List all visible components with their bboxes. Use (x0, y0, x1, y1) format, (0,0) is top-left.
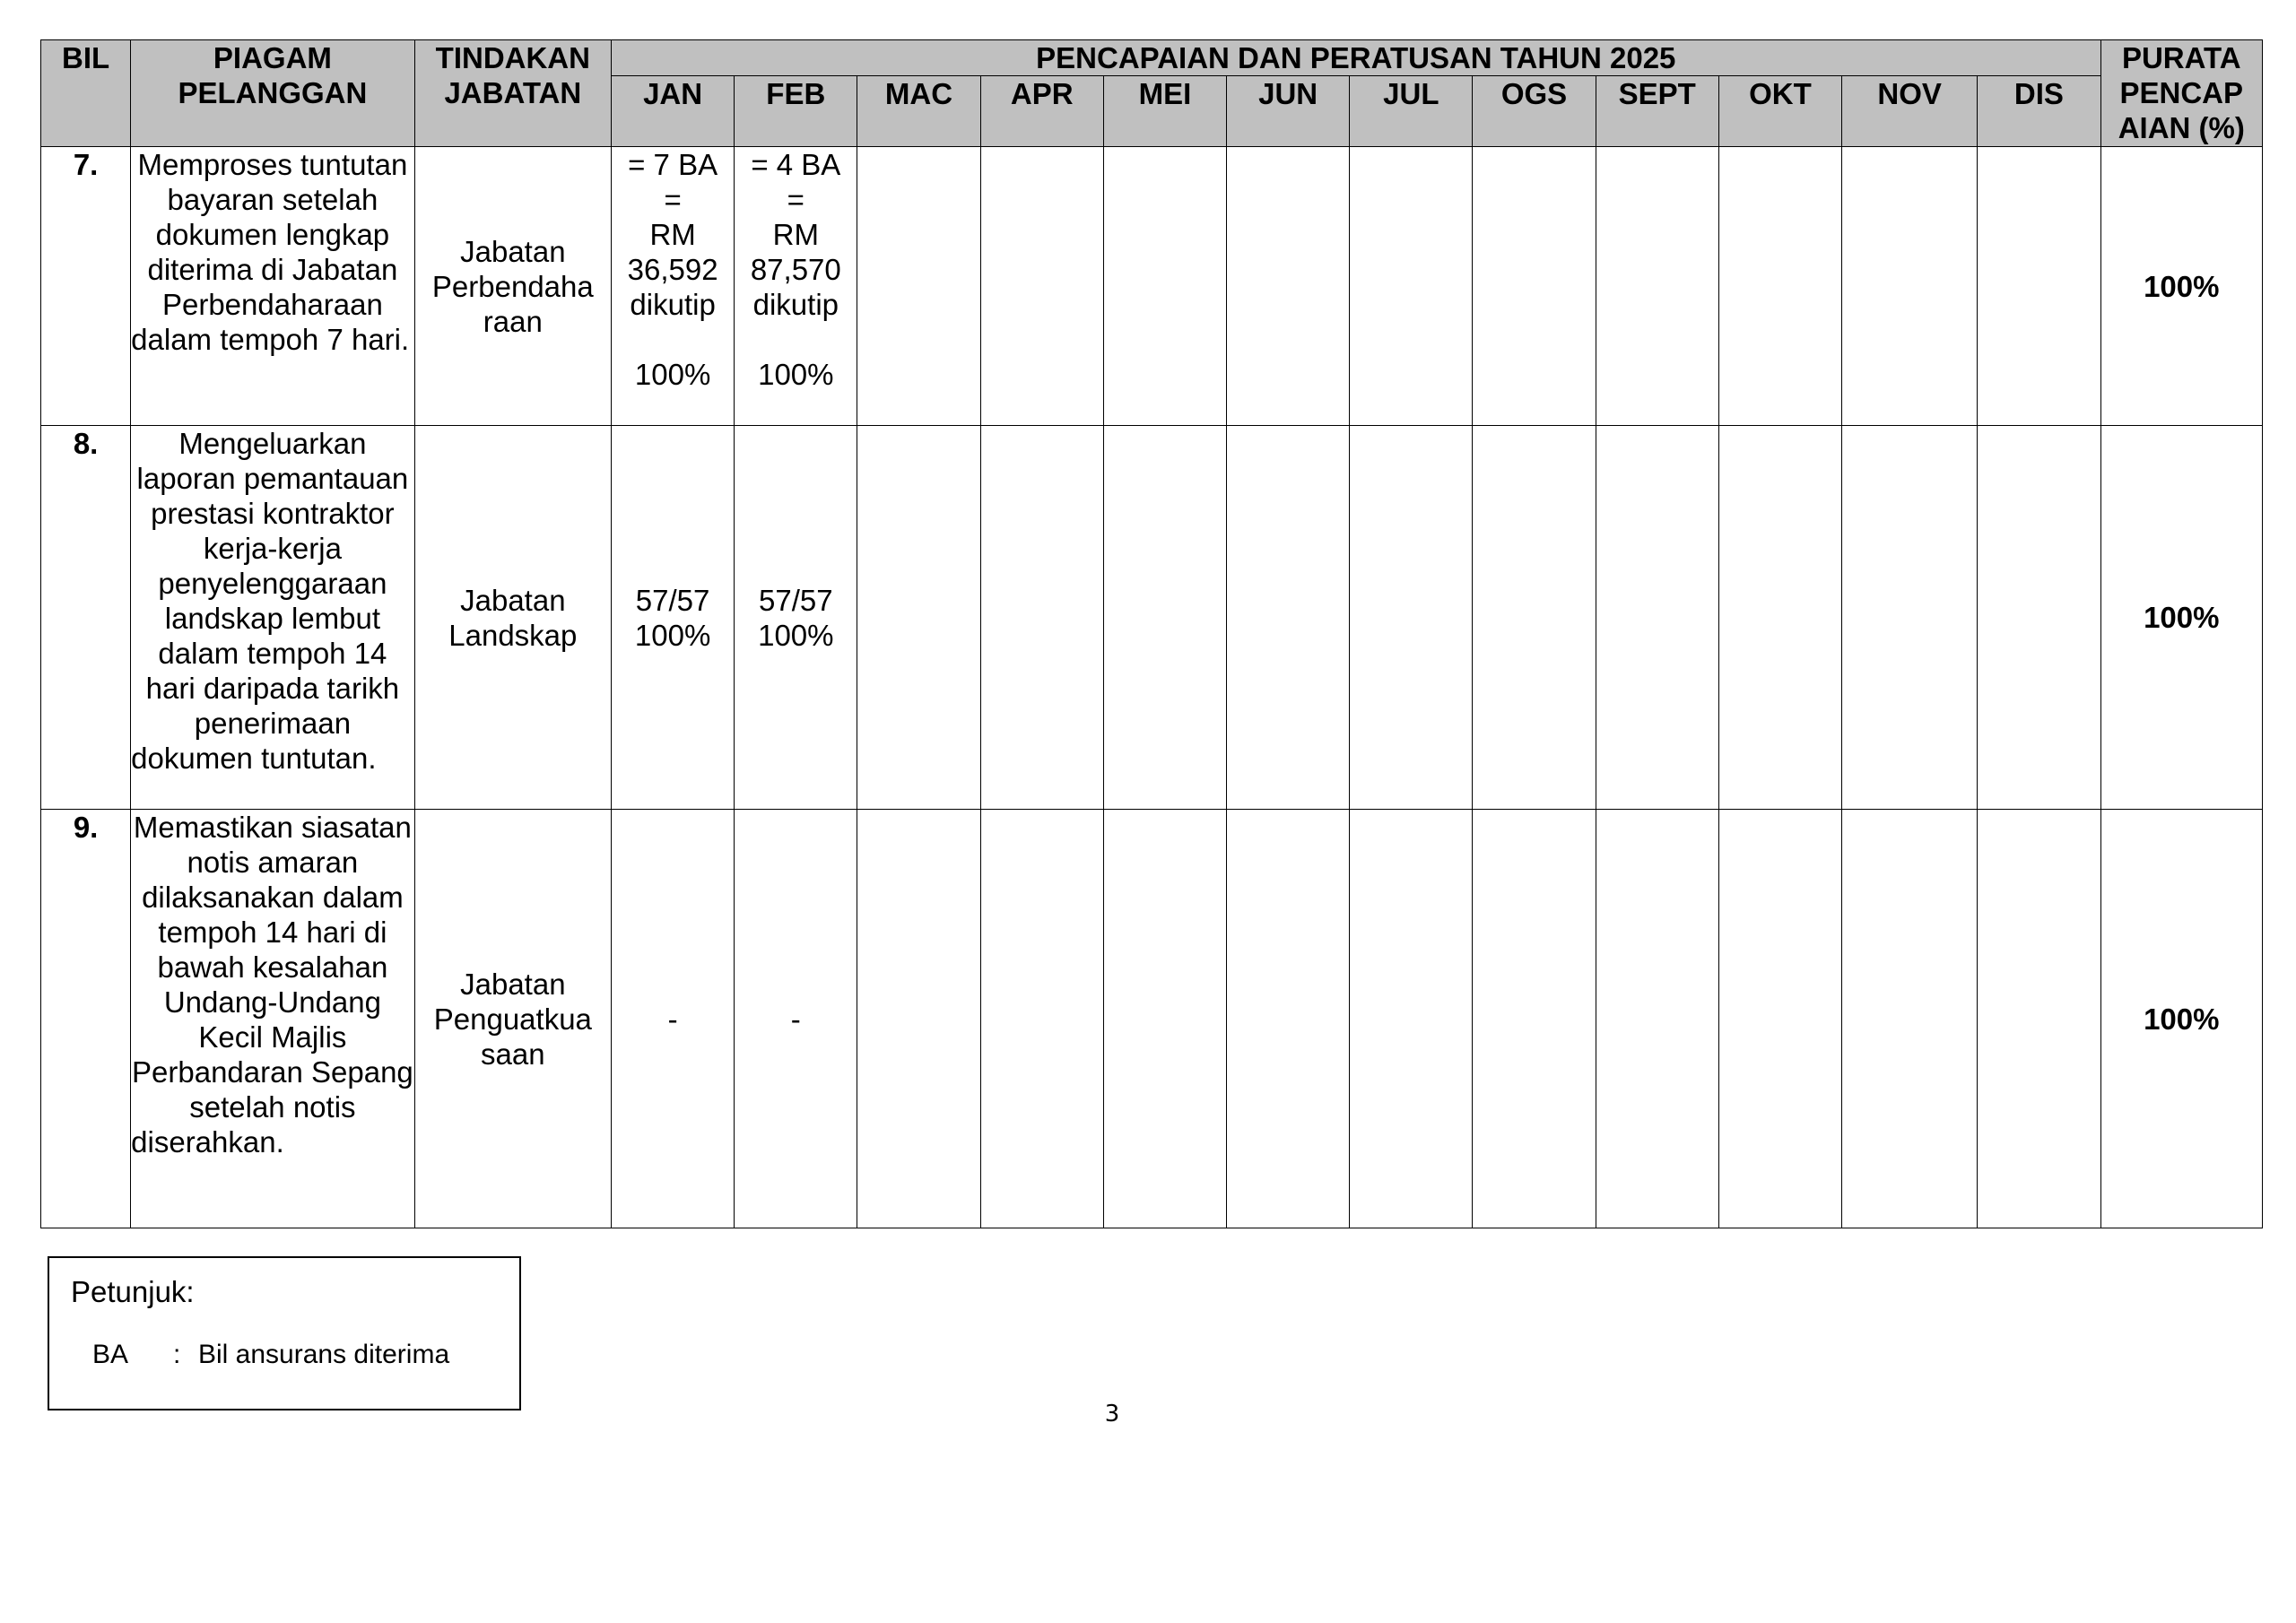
row-jabatan: Jabatan Perbendaha raan (414, 147, 611, 426)
header-month-ogs: OGS (1473, 76, 1596, 147)
row-jabatan: Jabatan Penguatkua saan (414, 810, 611, 1228)
customer-charter-table (40, 39, 2263, 1228)
row-jan-value: - (612, 810, 735, 1228)
header-purata: PURATA PENCAP AIAN (%) (2100, 40, 2262, 147)
row-dis-value (1978, 810, 2100, 1228)
row-jan-value: = 7 BA = RM 36,592 dikutip 100% (612, 147, 735, 426)
legend-box (48, 1256, 521, 1410)
row-dis-value (1978, 147, 2100, 426)
row-feb-value: - (735, 810, 857, 1228)
row-bil: 8. (41, 426, 131, 810)
row-dis-value (1978, 426, 2100, 810)
header-month-mei: MEI (1103, 76, 1226, 147)
header-month-mac: MAC (857, 76, 980, 147)
header-month-feb: FEB (735, 76, 857, 147)
table-row (41, 147, 2263, 426)
row-okt-value (1718, 810, 1841, 1228)
row-mei-value (1103, 426, 1226, 810)
row-jabatan: Jabatan Landskap (414, 426, 611, 810)
row-jun-value (1227, 147, 1350, 426)
header-tindakan: TINDAKAN JABATAN (414, 40, 611, 147)
legend-definition: Bil ansurans diterima (198, 1340, 450, 1369)
row-nov-value (1842, 147, 1978, 426)
row-feb-value: 57/57 100% (735, 426, 857, 810)
row-sept-value (1596, 426, 1718, 810)
row-apr-value (980, 147, 1103, 426)
row-nov-value (1842, 810, 1978, 1228)
row-piagam: Memproses tuntutan bayaran setelah dokumen lengkap diterima di Jabatan Perbendaharaan dalam tempoh 7 hari. (131, 147, 415, 426)
header-month-jan: JAN (612, 76, 735, 147)
row-purata: 100% (2100, 426, 2262, 810)
row-okt-value (1718, 426, 1841, 810)
row-ogs-value (1473, 426, 1596, 810)
row-sept-value (1596, 147, 1718, 426)
table-row (41, 810, 2263, 1228)
table-row (41, 426, 2263, 810)
row-mac-value (857, 147, 980, 426)
legend-separator: : (173, 1340, 181, 1369)
row-nov-value (1842, 426, 1978, 810)
row-jul-value (1350, 810, 1473, 1228)
row-apr-value (980, 810, 1103, 1228)
row-ogs-value (1473, 810, 1596, 1228)
row-apr-value (980, 426, 1103, 810)
row-piagam: Mengeluarkan laporan pemantauan prestasi kontraktor kerja-kerja penyelenggaraan landskap lembut dalam tempoh 14 hari daripada tarikh penerimaan dokumen tuntutan. (131, 426, 415, 810)
page-number: 3 (1104, 1401, 1120, 1428)
row-piagam: Memastikan siasatan notis amaran dilaksanakan dalam tempoh 14 hari di bawah kesalahan Undang-Undang Kecil Majlis Perbandaran Sepang setelah notis diserahkan. (131, 810, 415, 1228)
header-month-jul: JUL (1350, 76, 1473, 147)
row-mei-value (1103, 147, 1226, 426)
header-month-jun: JUN (1227, 76, 1350, 147)
row-okt-value (1718, 147, 1841, 426)
row-purata: 100% (2100, 810, 2262, 1228)
header-month-okt: OKT (1718, 76, 1841, 147)
row-jan-value: 57/57 100% (612, 426, 735, 810)
header-month-nov: NOV (1842, 76, 1978, 147)
row-sept-value (1596, 810, 1718, 1228)
legend-abbreviation: BA (92, 1340, 129, 1369)
header-period: PENCAPAIAN DAN PERATUSAN TAHUN 2025 (612, 40, 2101, 76)
header-month-sept: SEPT (1596, 76, 1718, 147)
row-jun-value (1227, 810, 1350, 1228)
row-bil: 7. (41, 147, 131, 426)
header-month-apr: APR (980, 76, 1103, 147)
row-purata: 100% (2100, 147, 2262, 426)
legend-title: Petunjuk: (71, 1275, 195, 1308)
header-piagam: PIAGAM PELANGGAN (131, 40, 415, 147)
header-bil: BIL (41, 40, 131, 147)
row-mac-value (857, 426, 980, 810)
header-month-dis: DIS (1978, 76, 2100, 147)
row-bil: 9. (41, 810, 131, 1228)
row-mei-value (1103, 810, 1226, 1228)
row-jul-value (1350, 426, 1473, 810)
row-jun-value (1227, 426, 1350, 810)
row-mac-value (857, 810, 980, 1228)
row-ogs-value (1473, 147, 1596, 426)
row-feb-value: = 4 BA = RM 87,570 dikutip 100% (735, 147, 857, 426)
row-jul-value (1350, 147, 1473, 426)
